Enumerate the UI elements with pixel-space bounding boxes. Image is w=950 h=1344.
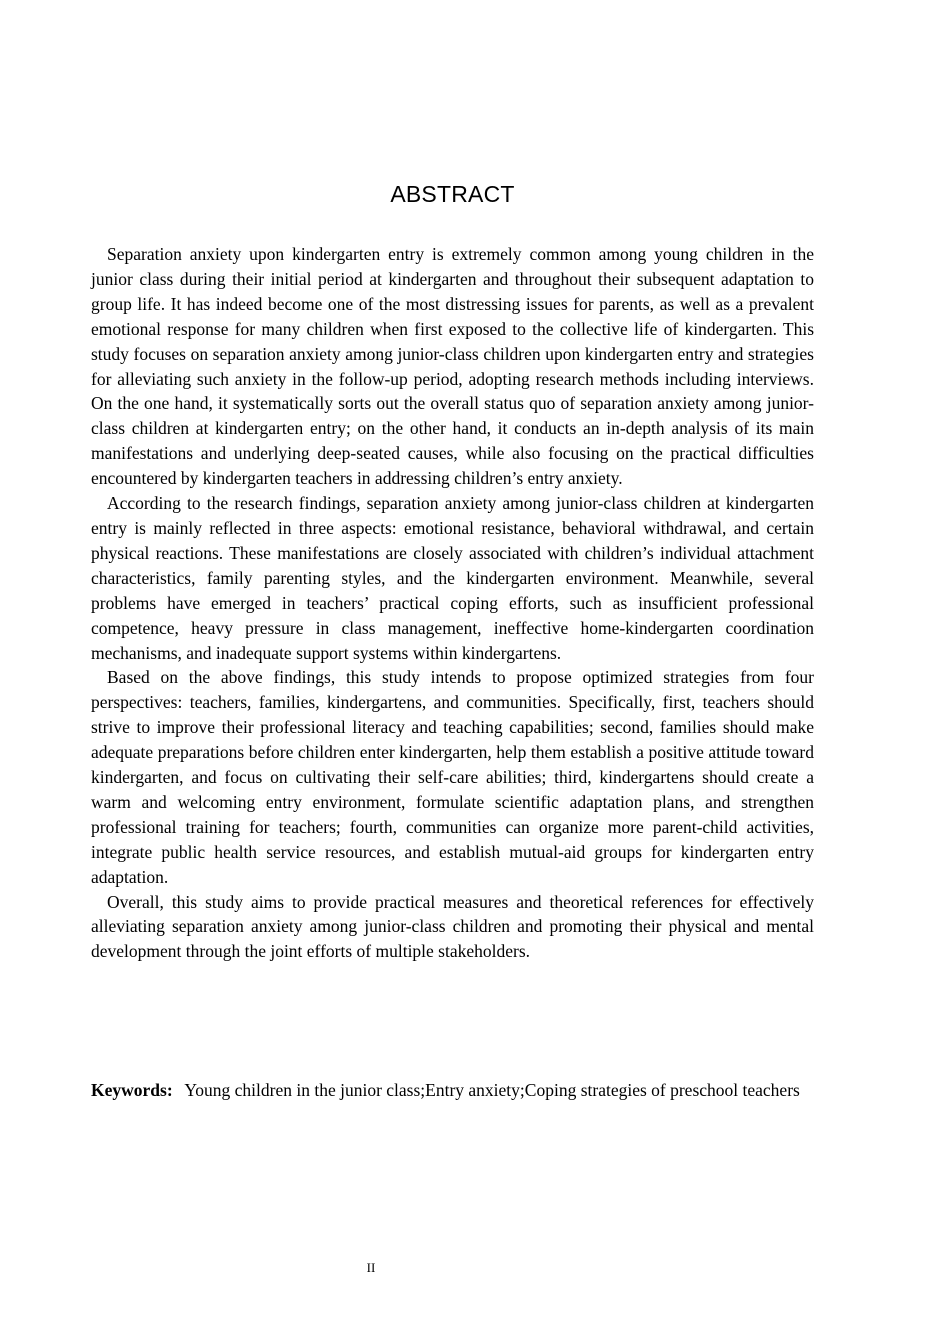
page-number: II: [366, 1260, 376, 1275]
keywords-block: [91, 1074, 814, 1106]
abstract-paragraph-4: Overall, this study aims to provide practical measures and theoretical references for effectively alleviating separation anxiety among junior-class children and promoting their physical and mental development through the joint efforts of multiple stakeholders.: [91, 891, 814, 962]
abstract-paragraph-2: According to the research findings, separation anxiety among junior-class children at kindergarten entry is mainly reflected in three aspects: emotional resistance, behavioral withdrawal, and certain physical reactions. These manifestations are closely associated with children’s individual attachment characteristics, family parenting styles, and the kindergarten environment. Meanwhile, several problems have emerged in teachers’ practical coping efforts, such as insufficient professional competence, heavy pressure in class management, ineffective home-kindergarten coordination mechanisms, and inadequate support systems within kindergartens.: [91, 493, 814, 663]
keywords-text: Young children in the junior class;Entry anxiety;Coping strategies of preschool teachers: [184, 1080, 800, 1100]
page-title: ABSTRACT: [390, 181, 515, 207]
abstract-paragraph-1: Separation anxiety upon kindergarten entry is extremely common among young children in the junior class during their initial period at kindergarten and throughout their subsequent adaptation to group life. It has indeed become one of the most distressing issues for parents, as well as a prevalent emotional response for many children when first exposed to the collective life of kindergarten. This study focuses on separation anxiety among junior-class children upon kindergarten entry and strategies for alleviating such anxiety in the follow-up period, adopting research methods including interviews. On the one hand, it systematically sorts out the overall status quo of separation anxiety among junior-class children at kindergarten entry; on the other hand, it conducts an in-depth analysis of its main manifestations and underlying deep-seated causes, while also focusing on the practical difficulties encountered by kindergarten teachers in addressing children’s entry anxiety.: [91, 244, 814, 489]
abstract-body: [91, 242, 814, 964]
keywords-label: Keywords:: [91, 1080, 173, 1100]
abstract-paragraph-3: Based on the above findings, this study intends to propose optimized strategies from four perspectives: teachers, families, kindergartens, and communities. Specifically, first, teachers should strive to improve their professional literacy and teaching capabilities; second, families should make adequate preparations before children enter kindergarten, help them establish a positive attitude toward kindergarten, and focus on cultivating their self-care abilities; third, kindergartens should create a warm and welcoming entry environment, formulate scientific adaptation plans, and strengthen professional training for teachers; fourth, communities can organize more parent-child activities, integrate public health service resources, and establish mutual-aid groups for kindergarten entry adaptation.: [91, 667, 814, 887]
